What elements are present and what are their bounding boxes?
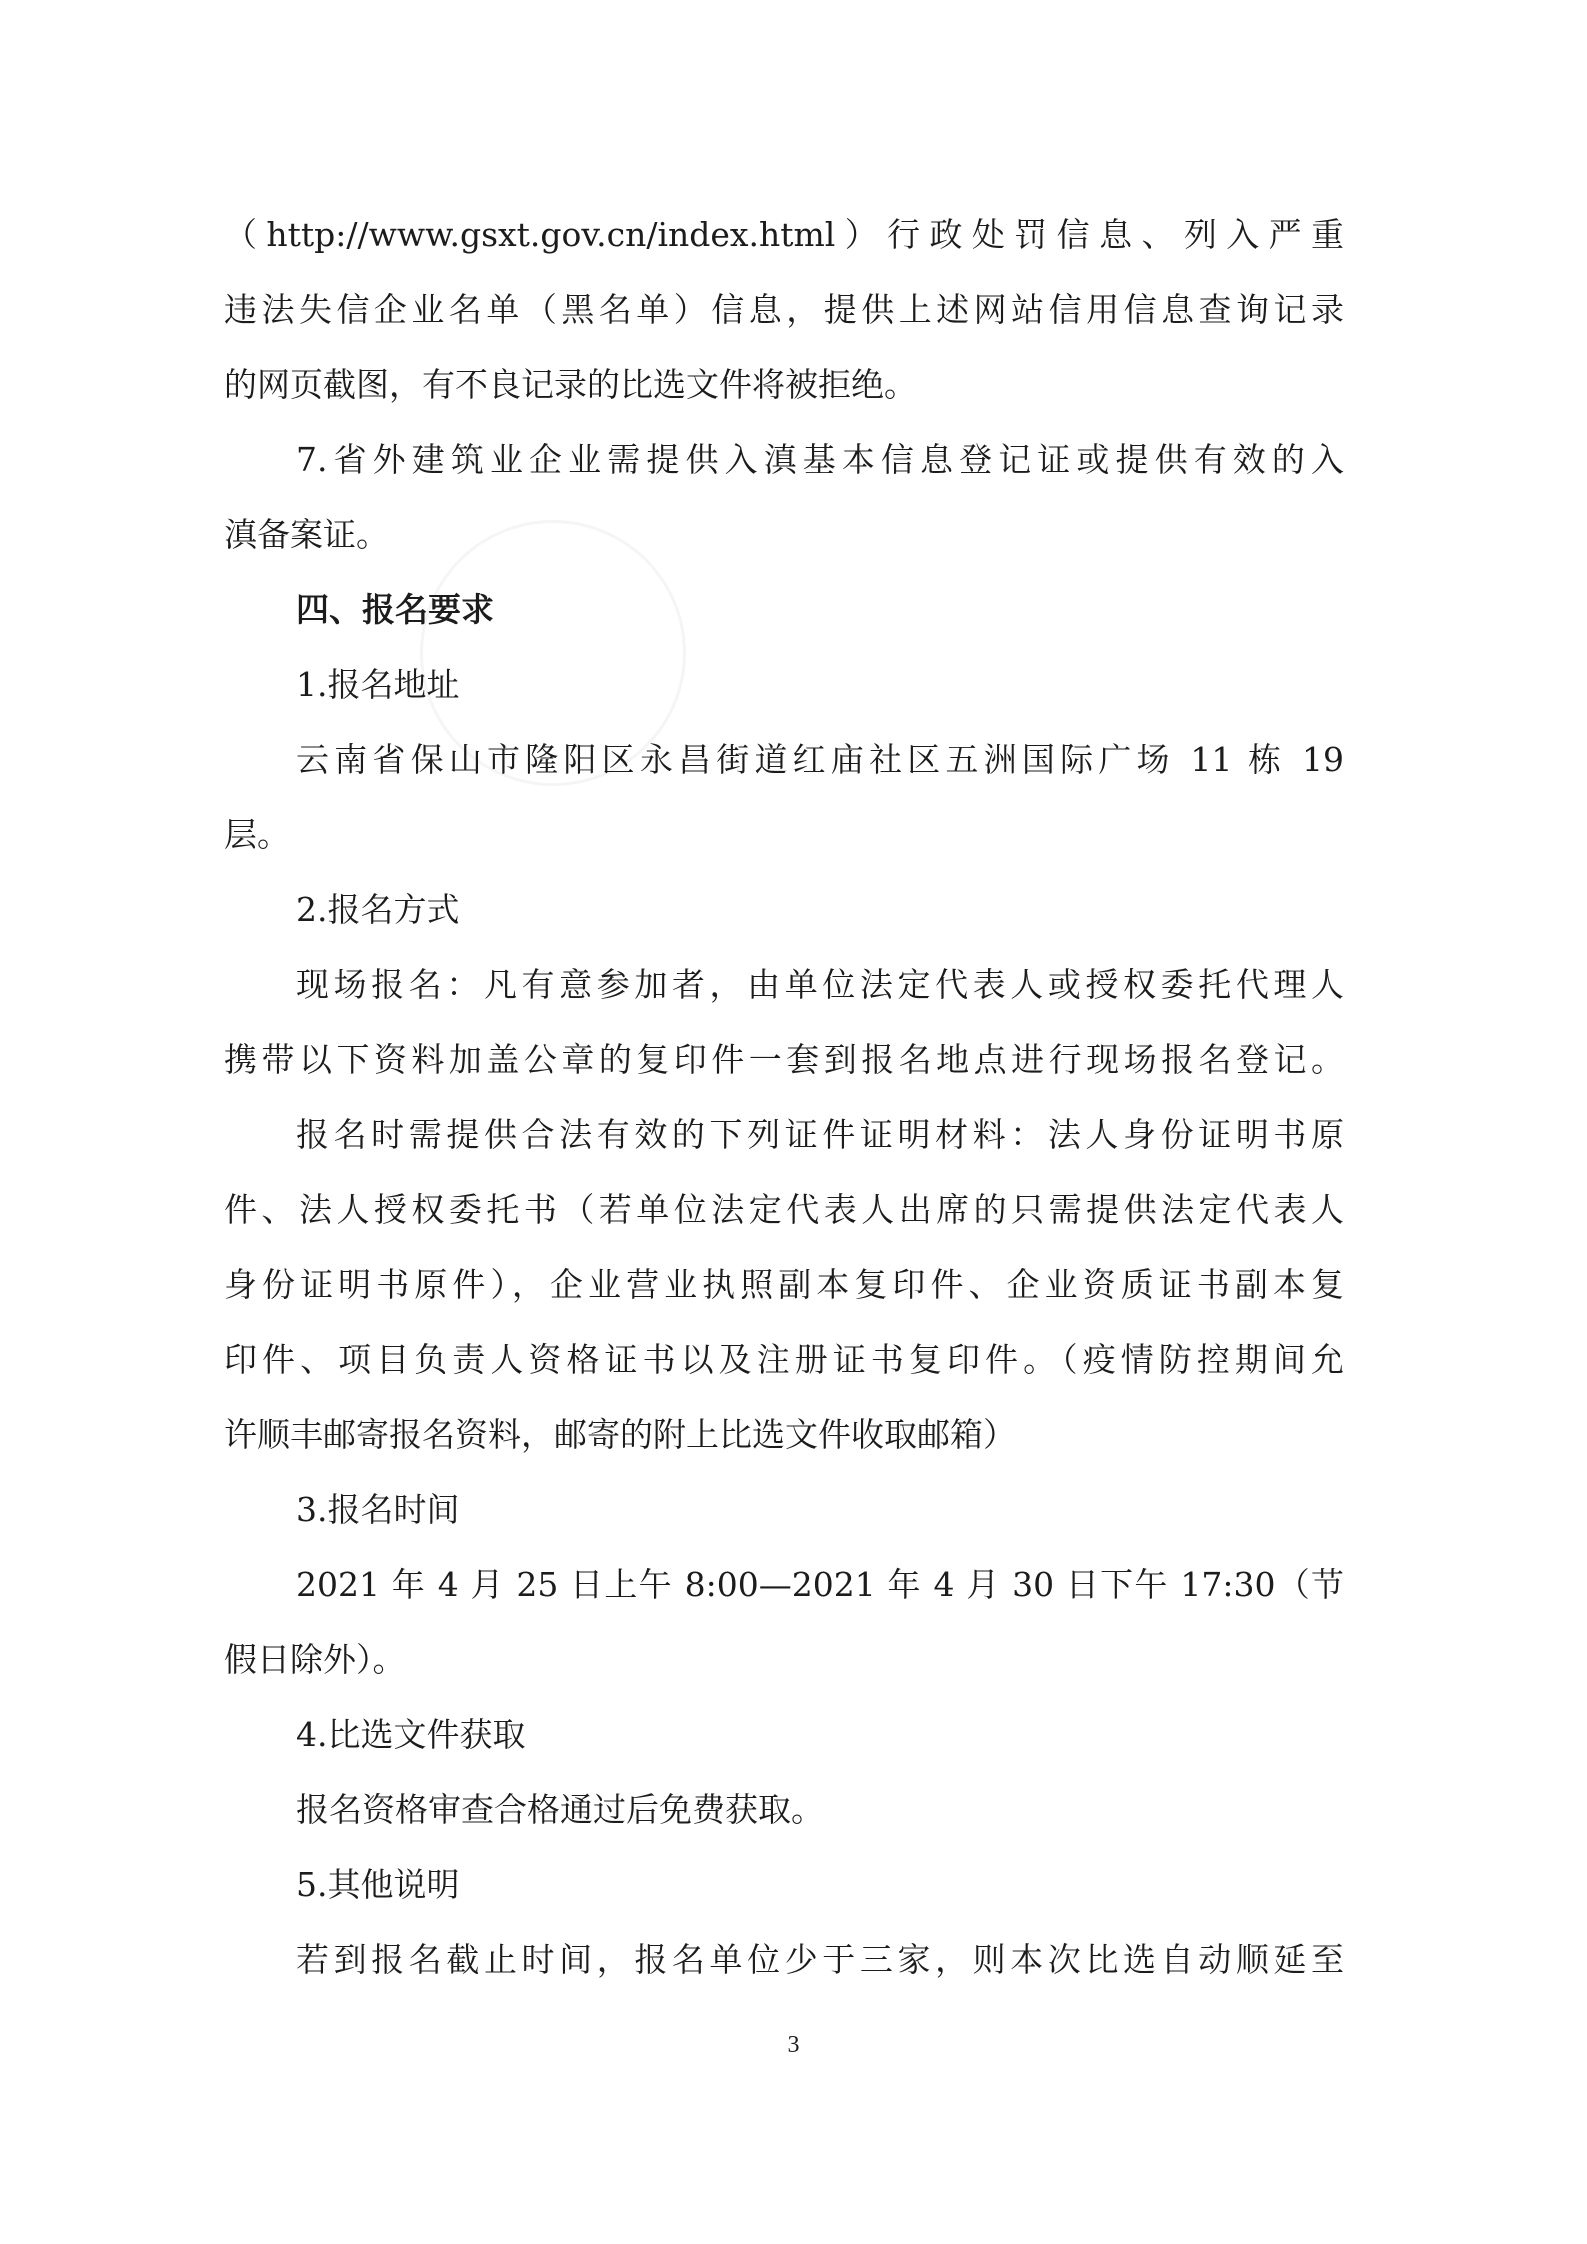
text-time: 2021 年 4 月 25 日上午 8:00—2021 年 4 月 30 日下午 17:30（节 [296,1565,1344,1604]
text-line-2: 违法失信企业名单（黑名单）信息，提供上述网站信用信息查询记录 [224,290,1344,329]
text-line-13: 报名时需提供合法有效的下列证件证明材料：法人身份证明书原 [296,1115,1344,1154]
text-line-3: 的网页截图，有不良记录的比选文件将被拒绝。 [224,365,917,404]
text-line-item-7: 7.省外建筑业企业需提供入滇基本信息登记证或提供有效的入 [296,440,1344,479]
subheading-time: 3.报名时间 [296,1490,460,1529]
text-address: 云南省保山市隆阳区永昌街道红庙社区五洲国际广场 11 栋 19 [296,740,1344,779]
text-line-11: 现场报名：凡有意参加者，由单位法定代表人或授权委托代理人 [296,965,1344,1004]
text-other: 若到报名截止时间，报名单位少于三家，则本次比选自动顺延至 [296,1940,1344,1979]
text-line-1: （http://www.gsxt.gov.cn/index.html）行政处罚信息、列入严重 [224,215,1344,254]
text-line-17: 许顺丰邮寄报名资料，邮寄的附上比选文件收取邮箱） [224,1415,1016,1454]
text-line-14: 件、法人授权委托书（若单位法定代表人出席的只需提供法定代表人 [224,1190,1344,1229]
text-docs: 报名资格审查合格通过后免费获取。 [296,1790,824,1829]
subheading-address: 1.报名地址 [296,665,460,704]
subheading-method: 2.报名方式 [296,890,460,929]
text-line-12: 携带以下资料加盖公章的复印件一套到报名地点进行现场报名登记。 [224,1040,1344,1079]
text-line-5: 滇备案证。 [224,515,389,554]
subheading-docs: 4.比选文件获取 [296,1715,526,1754]
text-line-16: 印件、项目负责人资格证书以及注册证书复印件。（疫情防控期间允 [224,1340,1344,1379]
text-address-end: 层。 [224,815,290,854]
page-number: 3 [787,2032,800,2058]
subheading-other: 5.其他说明 [296,1865,460,1904]
text-time-end: 假日除外）。 [224,1640,406,1679]
text-line-15: 身份证明书原件），企业营业执照副本复印件、企业资质证书副本复 [224,1265,1344,1304]
section-heading: 四、报名要求 [296,590,494,629]
